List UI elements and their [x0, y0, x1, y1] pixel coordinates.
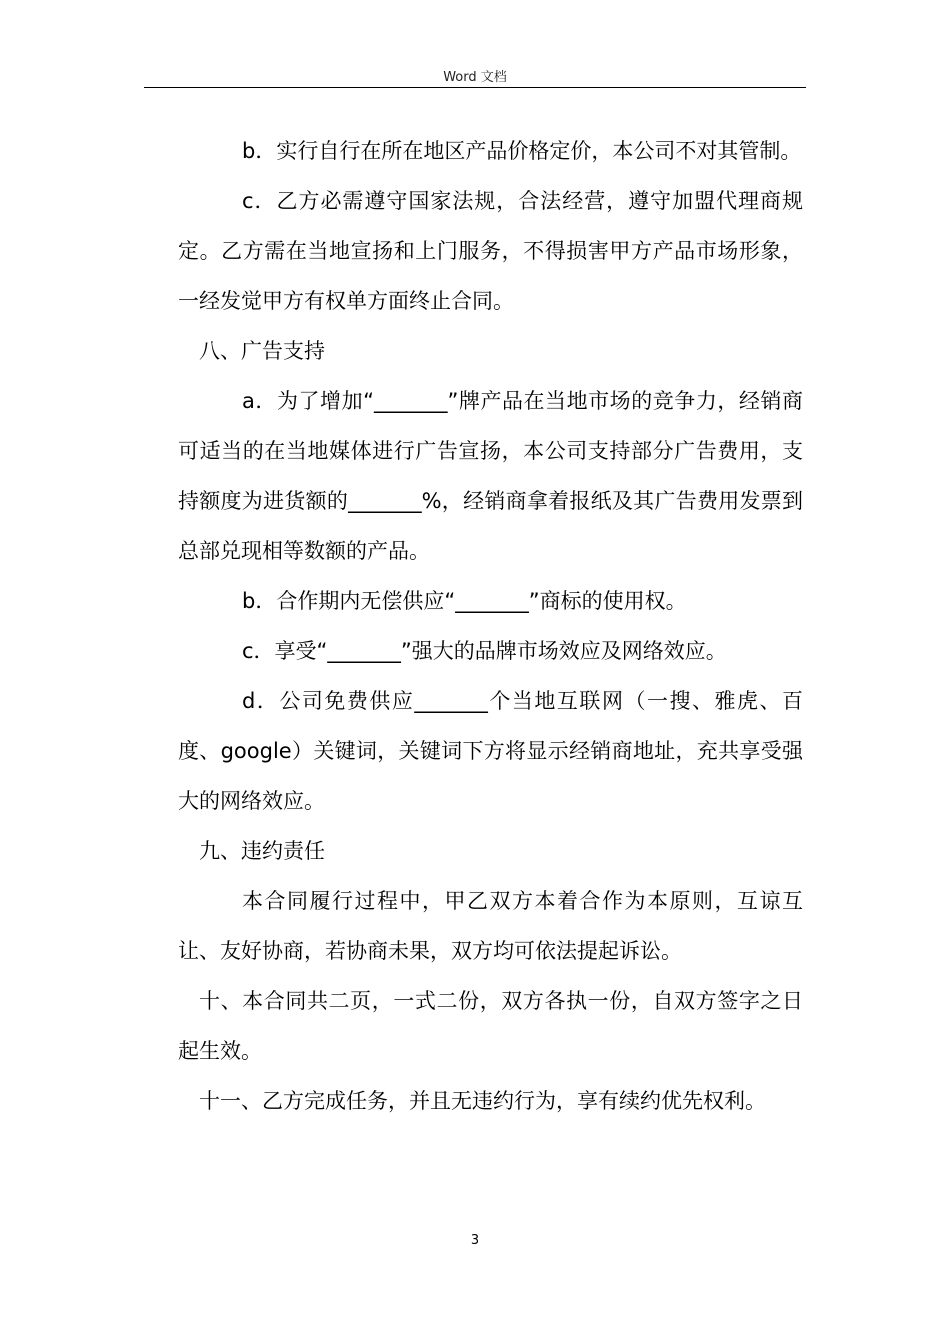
paragraph-ad-support-b: b．合作期内无偿供应“_______”商标的使用权。: [242, 589, 687, 613]
clause-ten: 十、本合同共二页，一式二份，双方各执一份，自双方签字之日起生效。: [178, 989, 803, 1063]
section-heading-breach: 九、违约责任: [199, 839, 325, 863]
paragraph-compliance: c．乙方必需遵守国家法规，合法经营，遵守加盟代理商规定。乙方需在当地宣扬和上门服务，不得损害甲方产品市场形象，一经发觉甲方有权单方面终止合同。: [178, 189, 803, 313]
section-heading-advertising: 八、广告支持: [199, 339, 325, 363]
paragraph-breach: 本合同履行过程中，甲乙双方本着合作为本原则，互谅互让、友好协商，若协商未果，双方均可依法提起诉讼。: [178, 889, 803, 963]
paragraph-pricing: b．实行自行在所在地区产品价格定价，本公司不对其管制。: [242, 139, 802, 163]
page-header-title: Word 文档: [443, 70, 507, 85]
paragraph-ad-support-c: c．享受“_______”强大的品牌市场效应及网络效应。: [242, 639, 727, 663]
paragraph-ad-support-a: a．为了增加“_______”牌产品在当地市场的竞争力，经销商可适当的在当地媒体进行广告宣扬，本公司支持部分广告费用，支持额度为进货额的_______%，经销商拿着报纸及其广告费用发票到总部兑现相等数额的产品。: [178, 389, 803, 563]
page-number: 3: [470, 1233, 480, 1248]
document-body: [178, 126, 803, 1126]
paragraph-ad-support-d: d．公司免费供应_______个当地互联网（一搜、雅虎、百度、google）关键词，关键词下方将显示经销商地址，充共享受强大的网络效应。: [178, 689, 803, 813]
clause-eleven: 十一、乙方完成任务，并且无违约行为，享有续约优先权利。: [199, 1089, 766, 1113]
header-divider: [144, 87, 806, 88]
